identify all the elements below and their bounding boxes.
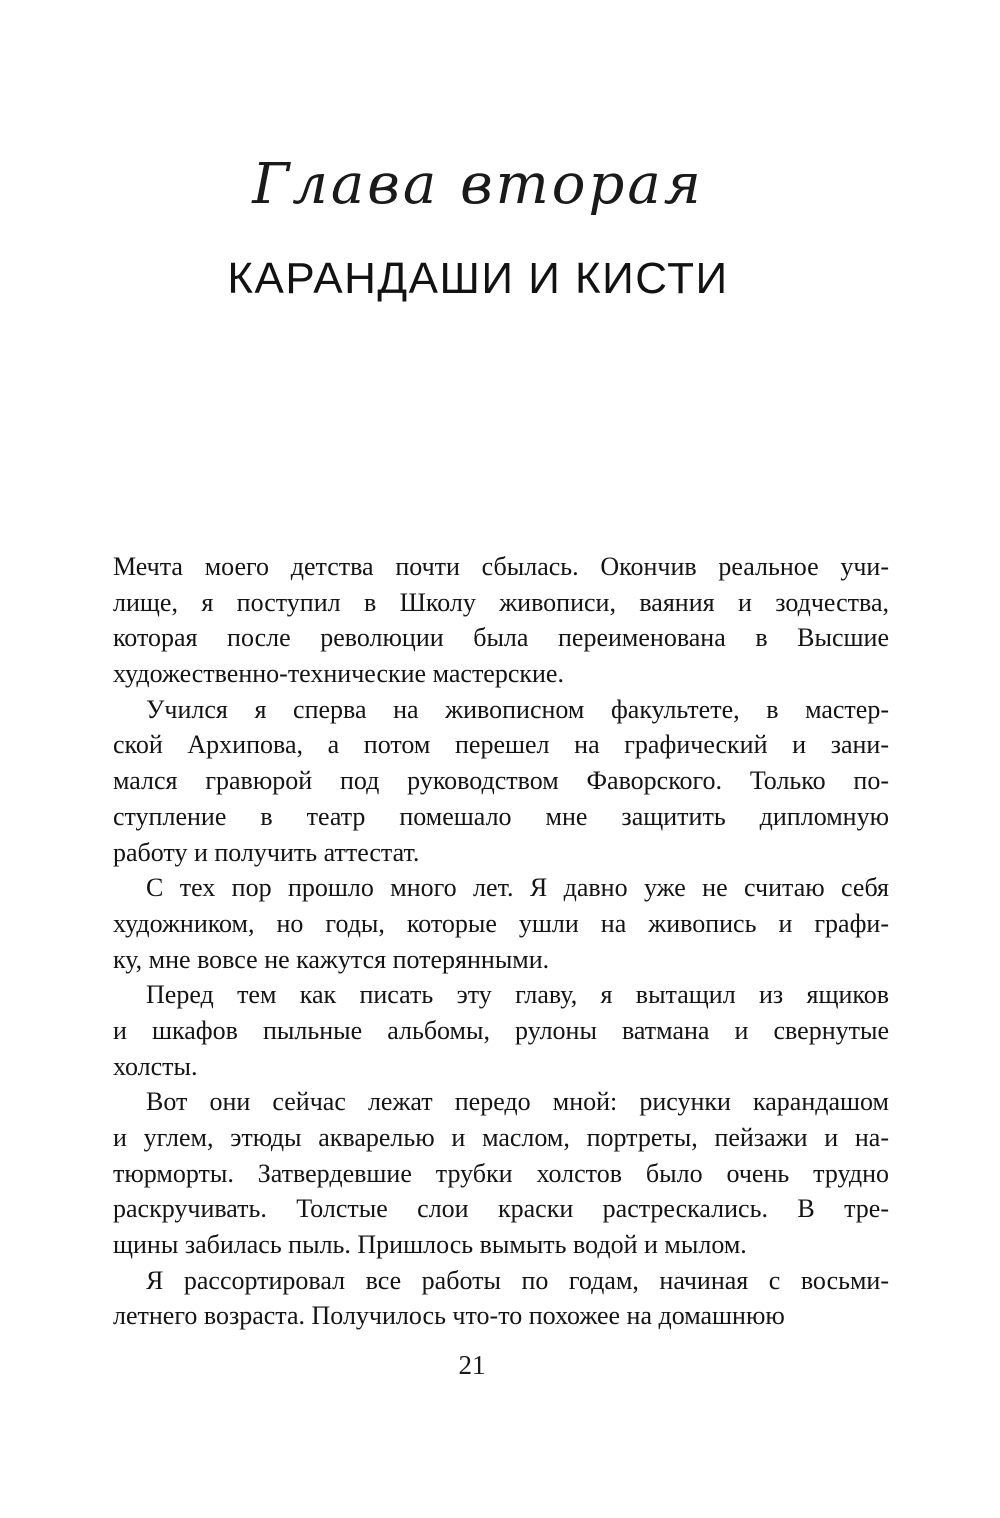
chapter-label: Глава вторая bbox=[252, 152, 704, 217]
body-text bbox=[113, 549, 889, 1334]
text-line: тюрморты. Затвердевшие трубки холстов было очень трудно bbox=[113, 1158, 889, 1188]
text-line: и шкафов пыльные альбомы, рулоны ватмана и свернутые bbox=[113, 1015, 889, 1045]
text-line: Учился я сперва на живописном факультете, в мастер- bbox=[146, 694, 889, 724]
text-line: ступление в театр помешало мне защитить дипломную bbox=[113, 801, 889, 831]
text-line: работу и получить аттестат. bbox=[113, 837, 420, 867]
text-line: щины забилась пыль. Пришлось вымыть водой и мылом. bbox=[113, 1230, 747, 1260]
text-line: Я рассортировал все работы по годам, начиная с восьми- bbox=[146, 1265, 889, 1295]
text-line: которая после революции была переименована в Высшие bbox=[113, 623, 889, 653]
text-line: и углем, этюды акварелью и маслом, портреты, пейзажи и на- bbox=[113, 1123, 889, 1152]
text-line: мался гравюрой под руководством Фаворского. Только по- bbox=[113, 766, 889, 796]
text-line: художником, но годы, которые ушли на живопись и графи- bbox=[113, 908, 889, 938]
page-number: 21 bbox=[458, 1350, 486, 1380]
text-line: ской Архипова, а потом перешел на графический и зани- bbox=[113, 730, 889, 760]
text-line: холсты. bbox=[113, 1051, 198, 1081]
chapter-title: КАРАНДАШИ И КИСТИ bbox=[227, 254, 729, 303]
text-line: летнего возраста. Получилось что-то похожее на домашнюю bbox=[113, 1301, 785, 1331]
text-line: Перед тем как писать эту главу, я вытащил из ящиков bbox=[146, 980, 889, 1010]
text-line: Вот они сейчас лежат передо мной: рисунки карандашом bbox=[146, 1087, 889, 1117]
text-line: художественно-технические мастерские. bbox=[113, 659, 564, 689]
text-line: Мечта моего детства почти сбылась. Окончив реальное учи- bbox=[113, 552, 889, 581]
text-line: раскручивать. Толстые слои краски растрескались. В тре- bbox=[113, 1194, 889, 1224]
text-line: С тех пор прошло много лет. Я давно уже не считаю себя bbox=[146, 873, 889, 903]
text-line: ку, мне вовсе не кажутся потерянными. bbox=[113, 944, 550, 974]
text-line: лище, я поступил в Школу живописи, ваяния и зодчества, bbox=[113, 587, 889, 617]
